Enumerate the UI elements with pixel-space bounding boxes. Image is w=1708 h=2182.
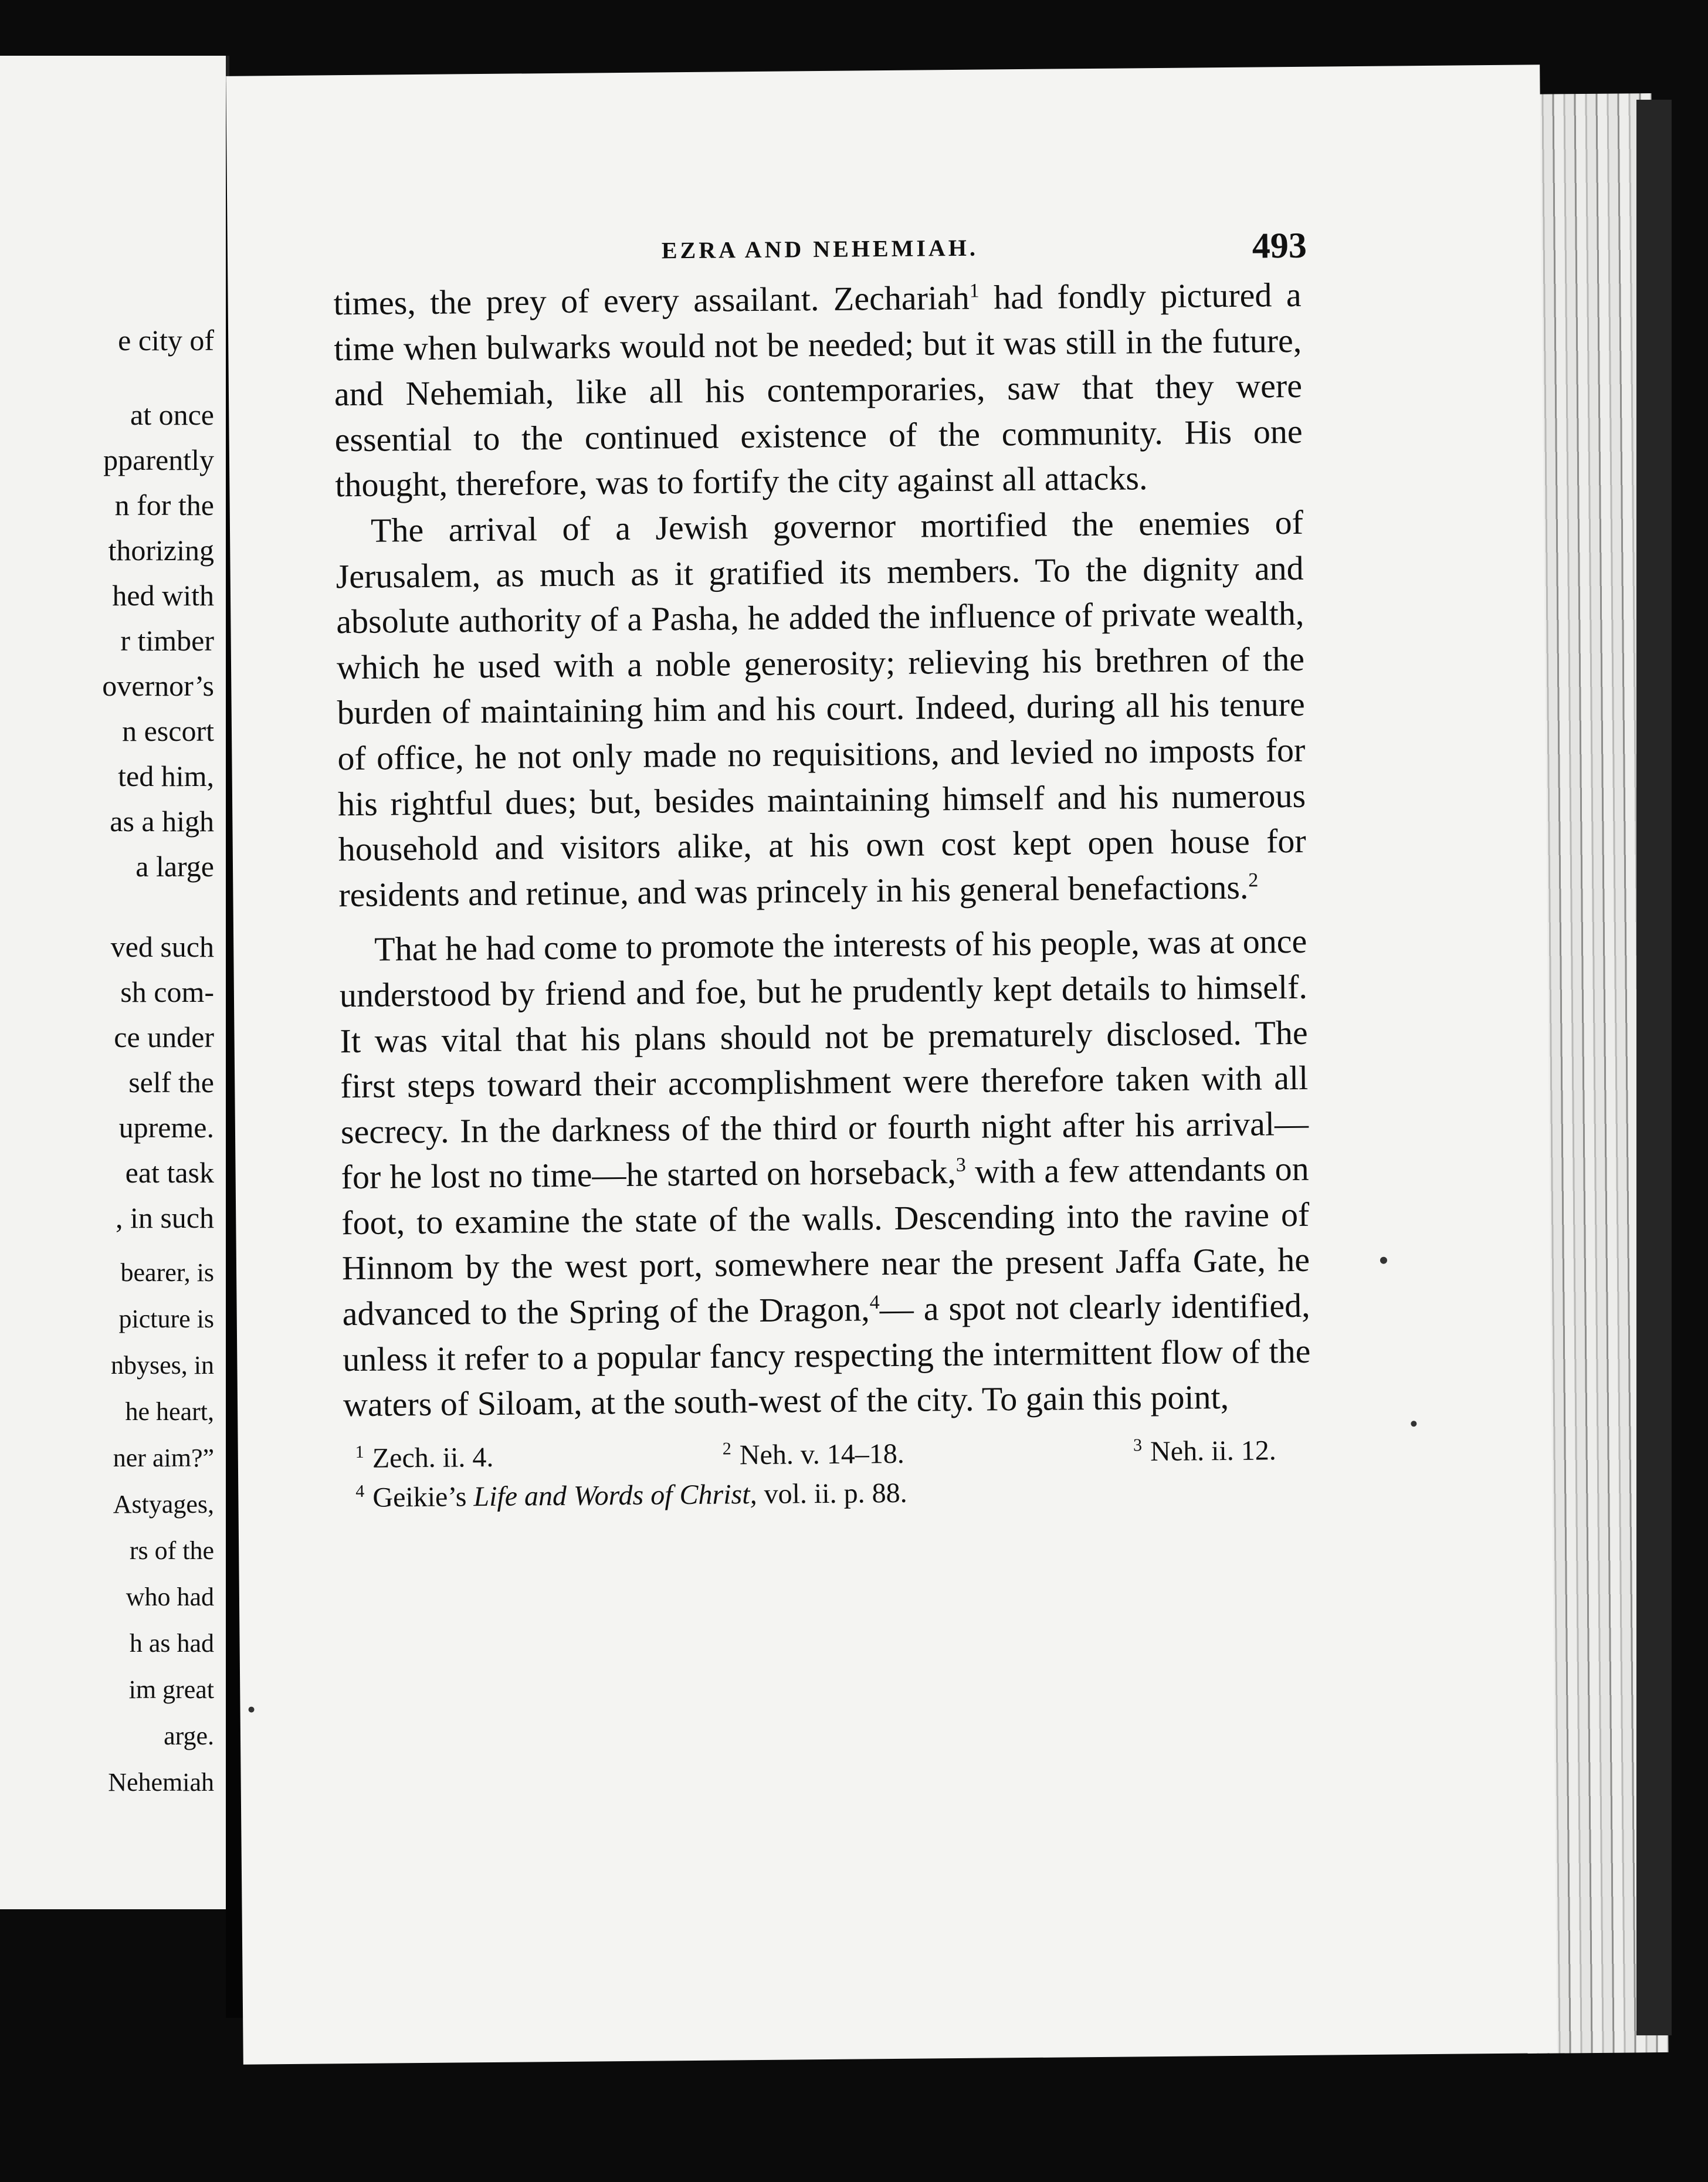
footnote-ref: 3 <box>955 1154 966 1177</box>
facing-page-line: ted him, <box>118 760 214 792</box>
footnote-book-title: Life and Words of Christ, <box>473 1478 757 1513</box>
paragraph-text: with a few attendants on foot, to examine the state of the walls. Descending into the ravine of Hinnom by the west port, somewhere near the present Jaffa Gate, he advanced to the Spring of the Dragon, <box>341 1150 1310 1333</box>
page-number: 493 <box>1252 225 1307 266</box>
footnote-mark: 3 <box>1133 1435 1143 1455</box>
facing-page-line: n for the <box>114 489 214 521</box>
paragraph-3 <box>339 919 1311 1428</box>
facing-page-line: , in such <box>115 1201 214 1234</box>
facing-page-line: self the <box>128 1066 214 1099</box>
page-content <box>333 225 1312 1514</box>
facing-page <box>0 56 229 1909</box>
paragraph-text: had fondly pictured a time when bulwarks would not be needed; but it was still in the future, and Nehemiah, like all his contemporaries, saw that they were essential to the continued existence of the community. His one thought, therefore, was to fortify the city against all attacks. <box>334 275 1303 504</box>
footnote-ref: 1 <box>969 280 980 302</box>
facing-page-line: picture is <box>118 1305 214 1333</box>
footnote-4 <box>355 1471 907 1514</box>
footnotes <box>343 1428 1312 1514</box>
footnote-text: Neh. ii. 12. <box>1150 1435 1276 1468</box>
paragraph-text: — a spot not clearly identified, unless it refer to a popular fancy respecting the intermittent flow of the waters of Siloam, at the south-west of the city. To gain this point, <box>343 1286 1311 1424</box>
footnote-1 <box>355 1435 493 1475</box>
facing-page-line: nbyses, in <box>111 1351 214 1380</box>
footnote-3 <box>1133 1428 1276 1468</box>
paragraph-text: The arrival of a Jewish governor mortified the enemies of Jerusalem, as much as it gratified its members. To the dignity and absolute authority of a Pasha, he added the influence of private wealth, which he used with a noble generosity; relieving his brethren of the burden of maintaining him and his court. Indeed, during all his tenure of office, he not only made no requisitions, and levied no imposts for his rightful dues; but, besides maintaining himself and his numerous household and visitors alike, at his own cost kept open house for residents and retinue, and was princely in his general benefactions. <box>336 503 1306 914</box>
footnote-row <box>344 1467 1312 1514</box>
facing-page-line: ce under <box>114 1021 214 1053</box>
dust-speck <box>1380 1257 1387 1264</box>
page-edge-shadow <box>1636 100 1672 2035</box>
facing-page-line: ner aim?” <box>113 1444 214 1472</box>
facing-page-line: overnor’s <box>102 669 214 702</box>
paragraph-1 <box>333 272 1303 508</box>
footnote-text: Geikie’s <box>372 1481 474 1513</box>
facing-page-line: who had <box>126 1583 214 1611</box>
footnote-mark: 2 <box>722 1439 731 1459</box>
facing-page-line: e city of <box>118 324 214 357</box>
paragraph-text: times, the prey of every assailant. Zechariah <box>333 278 970 323</box>
facing-page-line: h as had <box>129 1629 214 1658</box>
facing-page-line: pparently <box>103 443 214 476</box>
paragraph-2 <box>336 500 1307 918</box>
footnote-mark: 1 <box>355 1442 364 1462</box>
dust-speck <box>249 1707 255 1713</box>
footnote-ref: 4 <box>869 1291 880 1314</box>
paragraph-text: That he had come to promote the interests of his people, was at once understood by friend and foe, but he prudently kept details to himself. It was vital that his plans should not be prematurely disclosed. The first steps toward their accomplishment were therefore taken with all secrecy. In the darkness of the third or fourth night after his arrival—for he lost no time—he started on horseback, <box>339 922 1309 1197</box>
facing-page-line: r timber <box>120 624 214 657</box>
facing-page-line: hed with <box>112 579 214 612</box>
footnote-text: Zech. ii. 4. <box>372 1441 494 1474</box>
facing-page-line: sh com- <box>120 975 214 1008</box>
footnote-ref: 2 <box>1248 869 1259 892</box>
facing-page-line: he heart, <box>125 1397 214 1426</box>
dust-speck <box>1411 1421 1416 1427</box>
facing-page-line: eat task <box>125 1156 214 1189</box>
facing-page-line: as a high <box>110 805 214 838</box>
footnote-2 <box>723 1431 904 1472</box>
facing-page-line: im great <box>128 1675 214 1704</box>
facing-page-line: Nehemiah <box>108 1768 214 1797</box>
facing-page-line: thorizing <box>108 534 214 567</box>
footnote-text: Neh. v. 14–18. <box>739 1438 904 1471</box>
facing-page-line: upreme. <box>118 1111 214 1144</box>
facing-page-line: n escort <box>122 714 214 747</box>
footnote-mark: 4 <box>355 1481 365 1501</box>
book-page <box>226 65 1557 2064</box>
facing-page-line: ved such <box>110 930 214 963</box>
facing-page-line: at once <box>130 398 214 431</box>
footnote-text: vol. ii. p. 88. <box>757 1477 907 1510</box>
page-header <box>333 225 1307 280</box>
facing-page-line: rs of the <box>129 1536 214 1565</box>
running-head: EZRA AND NEHEMIAH. <box>661 234 979 264</box>
facing-page-line: a large <box>135 850 214 883</box>
facing-page-line: arge. <box>164 1722 214 1750</box>
facing-page-line: bearer, is <box>120 1258 214 1287</box>
facing-page-line: Astyages, <box>113 1490 214 1519</box>
